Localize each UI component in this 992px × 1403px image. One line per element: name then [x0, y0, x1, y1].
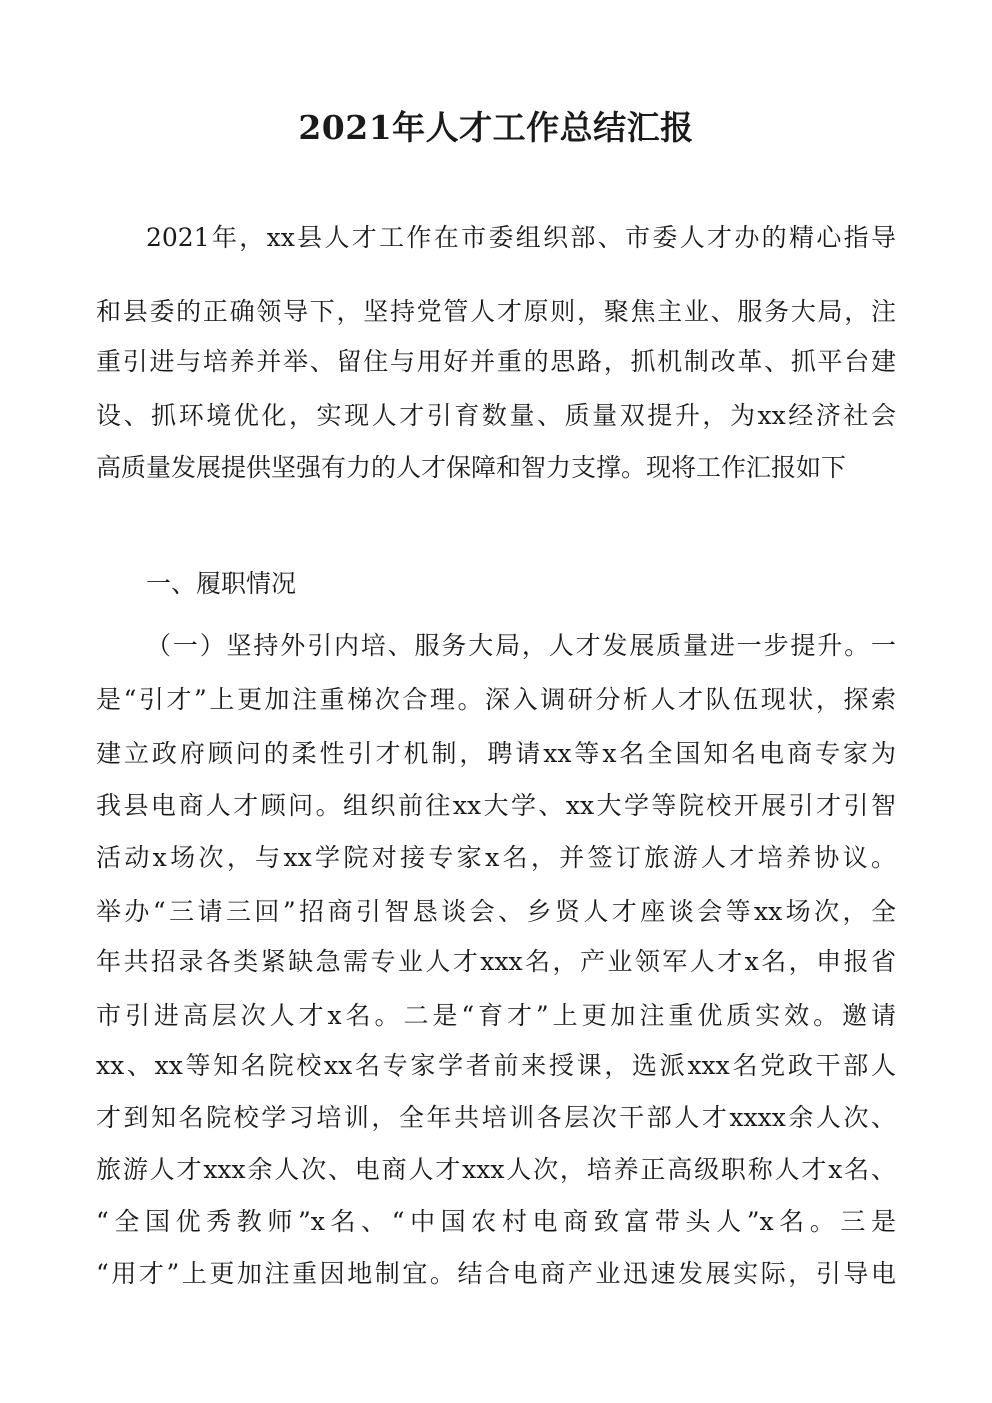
paragraph-line: 活动x场次，与xx学院对接专家x名，并签订旅游人才培养协议。 — [96, 843, 896, 872]
paragraph-line: 是“引才”上更加注重梯次合理。深入调研分析人才队伍现状，探索 — [96, 685, 896, 714]
paragraph-line: 市引进高层次人才x名。二是“育才”上更加注重优质实效。邀请 — [96, 1001, 896, 1030]
paragraph-line: 2021年，xx县人才工作在市委组织部、市委人才办的精心指导 — [146, 223, 896, 252]
paragraph-line: 年共招录各类紧缺急需专业人才xxx名，产业领军人才x名，申报省 — [96, 947, 896, 976]
paragraph-line: 重引进与培养并举、留住与用好并重的思路，抓机制改革、抓平台建 — [96, 347, 896, 376]
document-title: 2021年人才工作总结汇报 — [298, 108, 694, 147]
paragraph-line: 和县委的正确领导下，坚持党管人才原则，聚焦主业、服务大局，注 — [96, 297, 896, 326]
paragraph-line: 我县电商人才顾问。组织前往xx大学、xx大学等院校开展引才引智 — [96, 791, 896, 820]
paragraph-line: 高质量发展提供坚强有力的人才保障和智力支撑。现将工作汇报如下 — [96, 453, 847, 482]
paragraph-line: （一）坚持外引内培、服务大局，人才发展质量进一步提升。一 — [146, 631, 896, 660]
paragraph-line: “全国优秀教师”x名、“中国农村电商致富带头人”x名。三是 — [96, 1207, 896, 1236]
paragraph-line: “用才”上更加注重因地制宜。结合电商产业迅速发展实际，引导电 — [96, 1259, 896, 1288]
paragraph-line: 建立政府顾问的柔性引才机制，聘请xx等x名全国知名电商专家为 — [96, 739, 896, 768]
section-heading: 一、履职情况 — [146, 569, 297, 598]
paragraph-line: xx、xx等知名院校xx名专家学者前来授课，选派xxx名党政干部人 — [96, 1051, 896, 1080]
paragraph-line: 设、抓环境优化，实现人才引育数量、质量双提升，为xx经济社会 — [96, 401, 896, 430]
paragraph-line: 旅游人才xxx余人次、电商人才xxx人次，培养正高级职称人才x名、 — [96, 1155, 896, 1184]
paragraph-line: 举办“三请三回”招商引智恳谈会、乡贤人才座谈会等xx场次，全 — [96, 897, 896, 926]
paragraph-line: 才到知名院校学习培训，全年共培训各层次干部人才xxxx余人次、 — [96, 1103, 896, 1132]
